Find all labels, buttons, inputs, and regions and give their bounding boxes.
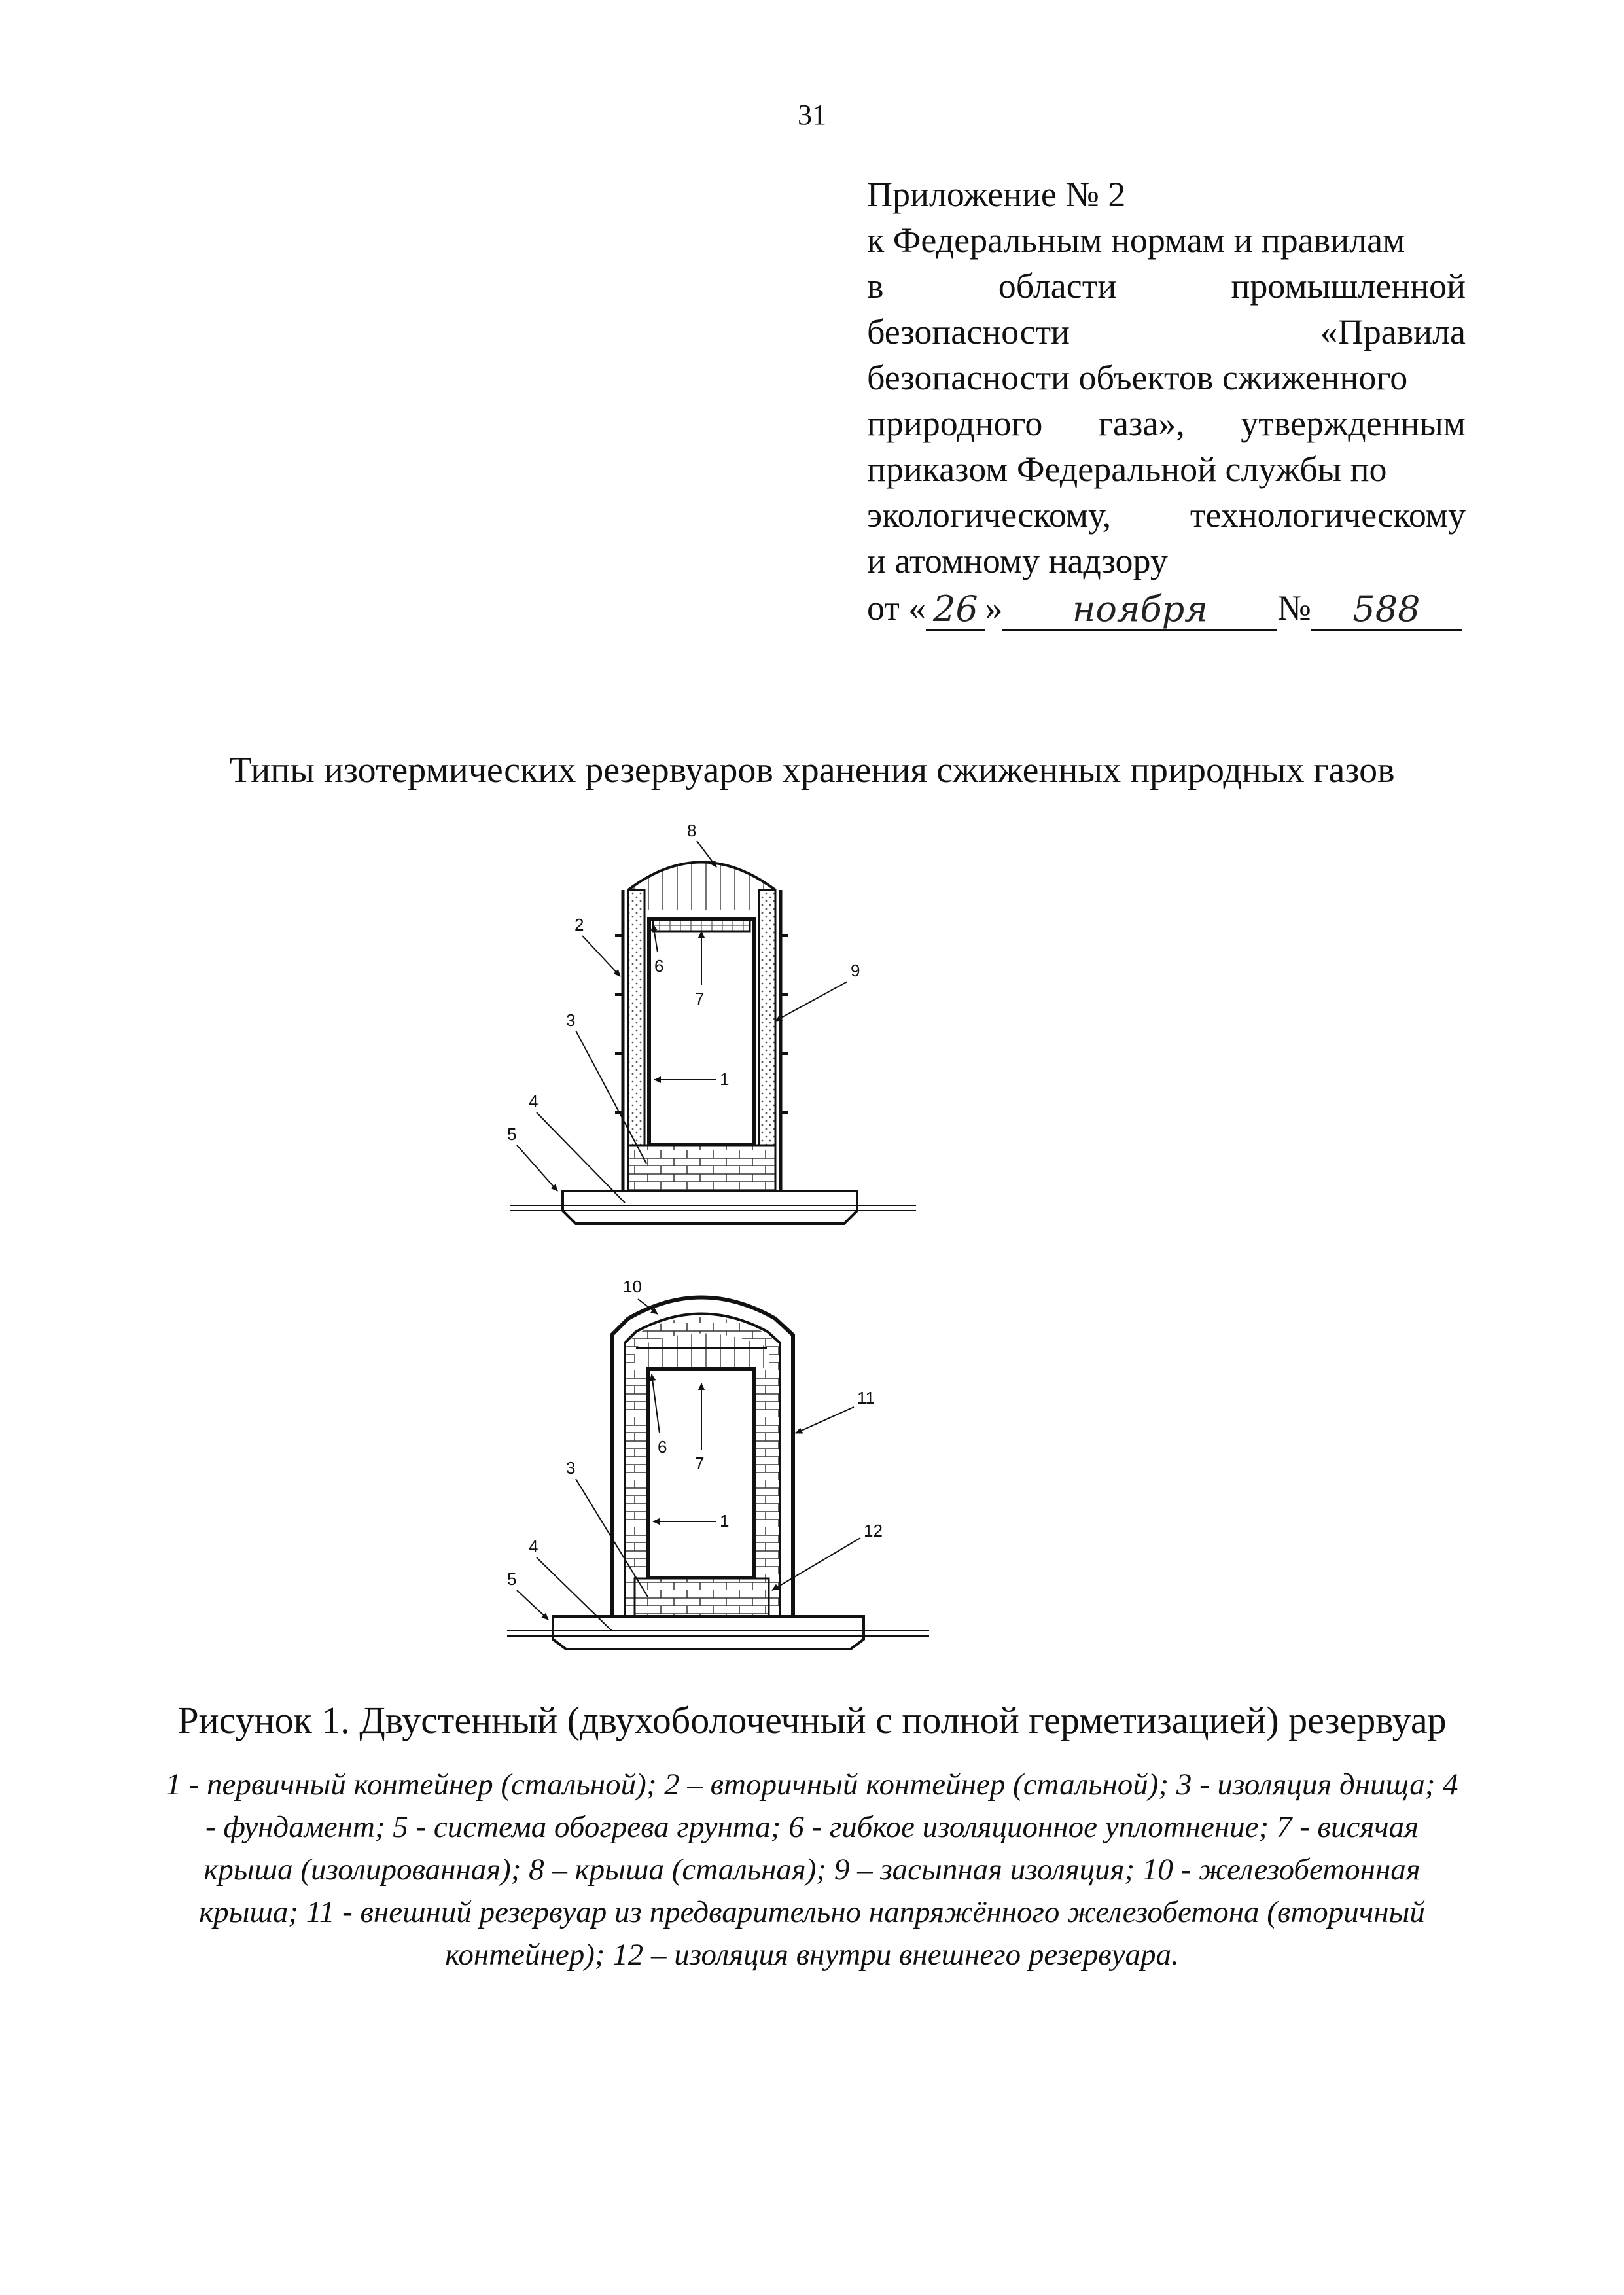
number-label: № [1277,588,1311,628]
appendix-word: газа», [1098,404,1185,443]
label-4: 4 [529,1092,538,1111]
foundation [563,1191,857,1224]
appendix-word: «Правила [1320,312,1466,351]
appendix-word: утвержденным [1241,404,1466,443]
appendix-word: в [867,266,884,306]
date-month: ноября [1002,590,1277,631]
page-number: 31 [798,99,826,131]
label-2: 2 [574,915,584,934]
appendix-line [867,263,1466,309]
label-7: 7 [695,989,705,1008]
tank-diagram-svg [497,805,1086,1669]
appendix-word: безопасности [867,312,1070,351]
upper-roof-space-lower [641,890,766,910]
appendix-line [867,492,1466,538]
appendix-line [867,309,1466,355]
date-day: 26 [926,590,985,631]
appendix-line: приказом Федеральной службы по [867,450,1387,489]
label-8: 8 [687,821,697,840]
appendix-line [867,400,1466,446]
bottom-insulation-lower [635,1578,769,1618]
appendix-line: Приложение № 2 [867,175,1126,214]
lower-tank [507,1277,929,1649]
label-4-lower: 4 [529,1537,538,1556]
label-1: 1 [720,1069,730,1089]
label-6-lower: 6 [658,1437,667,1457]
label-3: 3 [566,1010,576,1030]
bottom-insulation [628,1145,775,1191]
label-1-lower: 1 [720,1511,730,1531]
figure-caption: Рисунок 1. Двустенный (двухоболочечный с полной герметизацией) резервуар [177,1699,1447,1741]
date-prefix: от « [867,588,927,628]
appendix-word: экологическому, [867,495,1112,535]
appendix-word: области [998,266,1117,306]
label-3-lower: 3 [566,1458,576,1478]
appendix-line: безопасности объектов сжиженного [867,358,1408,397]
date-mid: » [985,588,1003,628]
label-12: 12 [864,1521,883,1540]
label-10: 10 [623,1277,642,1296]
appendix-header [867,171,1466,631]
figure-legend: 1 - первичный контейнер (стальной); 2 – вторичный контейнер (стальной); 3 - изоляция днища; 4 - фундамент; 5 - система обогрева грунта; 6 - гибкое изоляционное уплотнение; 7 - висячая крыша (изолированная); 8 – крыша (стальная); 9 – засыпная изоляция; 10 - железобетонная крыша; 11 - внешний резервуар из предварительно напряжённого железобетона (вторичный контейнер); 12 – изоляция внутри внешнего резервуара. [166,1768,1458,1972]
order-number: 588 [1311,590,1462,631]
label-5: 5 [507,1124,517,1144]
appendix-line: к Федеральным нормам и правилам [867,221,1405,260]
appendix-word: природного [867,404,1043,443]
label-5-lower: 5 [507,1569,517,1589]
appendix-word: технологическому [1190,495,1466,535]
tank-figure [497,805,1086,1669]
order-date-row [867,585,1466,631]
upper-tank [507,821,916,1224]
appendix-word: промышленной [1231,266,1466,306]
label-7-lower: 7 [695,1453,705,1473]
document-title: Типы изотермических резервуаров хранения сжиженных природных газов [229,750,1395,791]
appendix-line: и атомному надзору [867,541,1168,580]
foundation-lower [553,1616,864,1649]
label-11: 11 [857,1388,875,1408]
label-6: 6 [654,956,664,976]
label-9: 9 [851,961,860,980]
